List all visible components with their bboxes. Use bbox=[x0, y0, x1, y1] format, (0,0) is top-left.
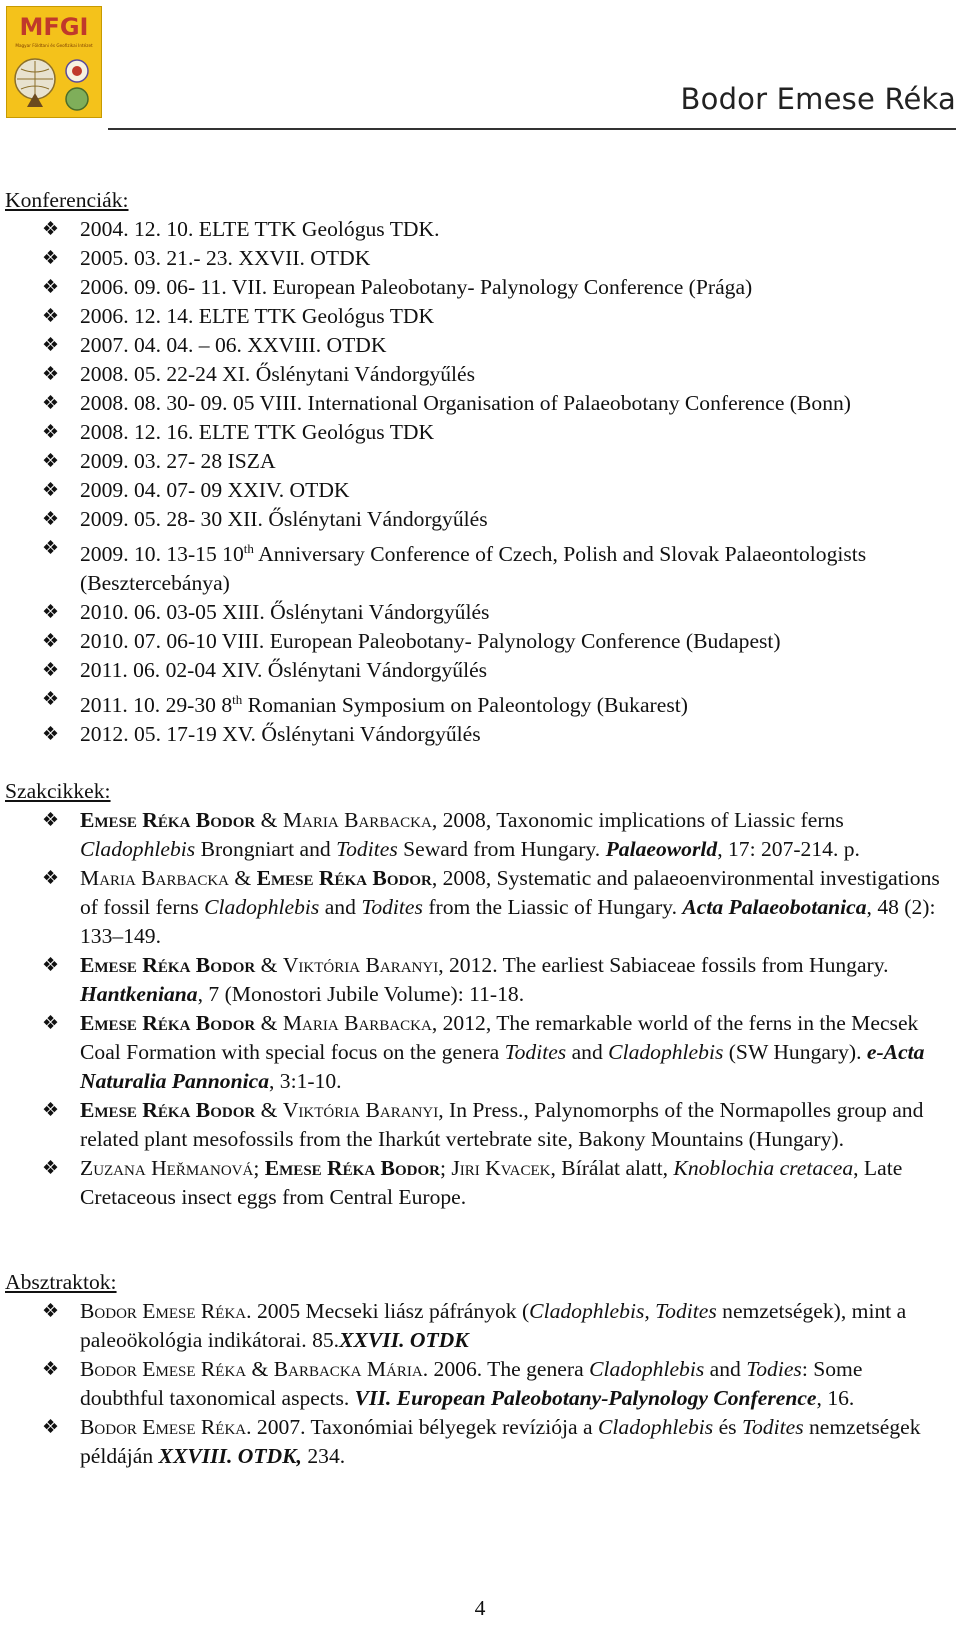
abstract-text: 2007. Taxonómiai bélyegek revíziója a bbox=[251, 1415, 599, 1440]
genus-name: Cladophlebis bbox=[589, 1357, 705, 1382]
abstract-item bbox=[5, 1297, 945, 1355]
conference-item bbox=[5, 331, 945, 360]
journal-name: VII. European Paleobotany-Palynology Conference bbox=[354, 1386, 817, 1411]
bullet-icon: ❖ bbox=[42, 631, 60, 653]
abstract-text: nemzetségek), mint a paleoökológia indikátorai. bbox=[80, 1299, 907, 1353]
paper-item bbox=[5, 806, 945, 864]
author-name: Emese Réka Bodor bbox=[80, 953, 256, 978]
genus-name: Todites bbox=[361, 895, 423, 920]
bullet-icon: ❖ bbox=[42, 248, 60, 269]
journal-name: Palaeoworld bbox=[605, 837, 718, 862]
separator: ; bbox=[253, 1156, 265, 1181]
bullet-icon: ❖ bbox=[42, 660, 60, 682]
bullet-icon: ❖ bbox=[42, 480, 60, 501]
conference-text: 2010. 07. 06-10 VIII. European Paleobotany- Palynology Conference (Budapest) bbox=[80, 629, 781, 654]
paper-item bbox=[5, 1096, 945, 1154]
journal-name: XXVIII. OTDK, bbox=[158, 1444, 302, 1469]
section-title-abstracts: Absztraktok: bbox=[5, 1270, 117, 1295]
conference-item bbox=[5, 476, 945, 505]
paper-text: , 48 (2): 133–149. bbox=[80, 895, 936, 949]
conference-text: 2012. 05. 17-19 XV. Őslénytani Vándorgyűlés bbox=[80, 722, 481, 747]
conference-item bbox=[5, 418, 945, 447]
conference-text: 2006. 12. 14. ELTE TTK Geológus TDK bbox=[80, 304, 435, 328]
abstract-text: nemzetségek példáján bbox=[80, 1415, 921, 1469]
bullet-icon: ❖ bbox=[42, 1013, 60, 1035]
conference-text: 2006. 09. 06- 11. VII. European Paleobotany- Palynology Conference (Prága) bbox=[80, 275, 753, 299]
genus-name: Todies bbox=[746, 1357, 802, 1382]
bullet-icon: ❖ bbox=[42, 306, 60, 327]
paper-text: , Bírálat alatt, bbox=[550, 1156, 674, 1181]
genus-name: Cladophlebis bbox=[80, 837, 196, 862]
paper-text: , 2008, Taxonomic implications of Liassic ferns bbox=[431, 808, 844, 833]
paper-text: Brongniart and bbox=[195, 837, 337, 862]
paper-text: and bbox=[566, 1040, 609, 1065]
abstract-text: . 2006. The genera bbox=[422, 1357, 590, 1382]
author-name: Emese Réka Bodor bbox=[80, 808, 256, 833]
separator: & bbox=[255, 953, 283, 978]
separator: & bbox=[255, 808, 283, 833]
header-divider bbox=[108, 128, 956, 130]
paper-text: , 2012. The earliest Sabiaceae fossils from Hungary. bbox=[438, 953, 889, 978]
paper-text: , 3:1-10. bbox=[269, 1069, 342, 1094]
bullet-icon: ❖ bbox=[42, 1359, 60, 1381]
separator: & bbox=[229, 866, 257, 891]
journal-name: XXVII. OTDK bbox=[339, 1328, 469, 1353]
conference-text: 2009. 03. 27- 28 ISZA bbox=[80, 449, 276, 473]
bullet-icon: ❖ bbox=[42, 1301, 60, 1323]
paper-text: , In Press., Palynomorphs of the Normapolles group and related plant mesofossils from the Iharkút vertebrate site, Bakony Mountains (Hungary). bbox=[80, 1098, 924, 1152]
bullet-icon: ❖ bbox=[42, 422, 60, 443]
bullet-icon: ❖ bbox=[42, 219, 60, 240]
bullet-icon: ❖ bbox=[42, 810, 60, 832]
page-number: 4 bbox=[474, 1596, 486, 1620]
paper-text: , 2008, Systematic and palaeoenvironmental investigations of fossil ferns bbox=[80, 866, 940, 920]
conference-item bbox=[5, 685, 945, 720]
bullet-icon: ❖ bbox=[42, 451, 60, 472]
author-name: Bodor Emese Réka. bbox=[80, 1415, 252, 1440]
genus-name: Cladophlebis bbox=[598, 1415, 714, 1440]
bullet-icon: ❖ bbox=[42, 335, 60, 356]
conference-text: 2009. 04. 07- 09 XXIV. OTDK bbox=[80, 478, 350, 502]
paper-list bbox=[5, 806, 945, 1212]
bullet-icon: ❖ bbox=[42, 538, 60, 559]
conference-text: 2009. 05. 28- 30 XII. Őslénytani Vándorgyűlés bbox=[80, 507, 488, 531]
conference-item bbox=[5, 598, 945, 627]
paper-text: and bbox=[319, 895, 362, 920]
paper-item bbox=[5, 1154, 945, 1212]
section-title-conferences: Konferenciák: bbox=[5, 188, 129, 212]
conference-text: 2007. 04. 04. – 06. XXVIII. OTDK bbox=[80, 333, 387, 357]
paper-text: , Late Cretaceous insect eggs from Central Europe. bbox=[80, 1156, 903, 1210]
abstract-text: 234. bbox=[301, 1444, 346, 1469]
abstract-text: . 2005 Mecseki liász páfrányok ( bbox=[246, 1299, 530, 1324]
conference-text: 2005. 03. 21.- 23. XXVII. OTDK bbox=[80, 246, 371, 270]
paper-item bbox=[5, 951, 945, 1009]
bullet-icon: ❖ bbox=[42, 1158, 60, 1180]
bullet-icon: ❖ bbox=[42, 955, 60, 977]
separator: & bbox=[246, 1357, 274, 1382]
conference-item bbox=[5, 273, 945, 302]
ordinal-suffix: th bbox=[243, 541, 254, 556]
separator: ; bbox=[439, 1156, 452, 1181]
section-title-papers: Szakcikkek: bbox=[5, 779, 111, 804]
author-name: Maria Barbacka bbox=[80, 866, 230, 891]
genus-name: Todites bbox=[504, 1040, 567, 1065]
author-name: Emese Réka Bodor bbox=[80, 1098, 256, 1123]
bullet-icon: ❖ bbox=[42, 602, 60, 624]
logo-text: MFGI bbox=[19, 13, 89, 41]
paper-text: , 17: 207-214. p. bbox=[717, 837, 860, 862]
author-name: Maria Barbacka bbox=[282, 808, 432, 833]
header-author-name: Bodor Emese Réka bbox=[680, 82, 956, 116]
abstract-item bbox=[5, 1413, 945, 1471]
conference-item bbox=[5, 656, 945, 685]
separator: & bbox=[255, 1011, 283, 1036]
ordinal-suffix: th bbox=[232, 692, 243, 708]
author-name: Emese Réka Bodor bbox=[264, 1156, 440, 1181]
bullet-icon: ❖ bbox=[42, 509, 60, 530]
abstract-list bbox=[5, 1297, 945, 1471]
paper-text: (SW Hungary). bbox=[723, 1040, 867, 1065]
author-name: Jiri Kvacek bbox=[451, 1156, 551, 1181]
author-name: Emese Réka Bodor bbox=[256, 866, 432, 891]
genus-name: Cladophlebis, Todites bbox=[529, 1299, 717, 1324]
genus-name: Todites bbox=[336, 837, 398, 862]
genus-name: Knoblochia cretacea bbox=[673, 1156, 854, 1181]
conference-text: 2011. 10. 29-30 8 bbox=[80, 693, 233, 718]
abstract-text: , 16. bbox=[816, 1386, 855, 1411]
abstract-item bbox=[5, 1355, 945, 1413]
journal-name: Hantkeniana bbox=[80, 982, 198, 1007]
journal-name: e-Acta Naturalia Pannonica bbox=[80, 1040, 925, 1094]
conference-text: 2004. 12. 10. ELTE TTK Geológus TDK. bbox=[80, 217, 440, 241]
conference-item bbox=[5, 215, 945, 244]
conference-item bbox=[5, 720, 945, 749]
bullet-icon: ❖ bbox=[42, 277, 60, 298]
conference-list bbox=[5, 215, 945, 749]
bullet-icon: ❖ bbox=[42, 364, 60, 385]
paper-text: Seward from Hungary. bbox=[397, 837, 606, 862]
conference-text: 2008. 08. 30- 09. 05 VIII. International Organisation of Palaeobotany Conference (Bonn) bbox=[80, 391, 851, 415]
author-name: Viktória Baranyi bbox=[282, 953, 439, 978]
bullet-icon: ❖ bbox=[42, 689, 60, 711]
paper-text: from the Liassic of Hungary. bbox=[422, 895, 683, 920]
cv-content bbox=[5, 186, 945, 1471]
conference-text: 2008. 05. 22-24 XI. Őslénytani Vándorgyűlés bbox=[80, 362, 476, 386]
conference-text: 2008. 12. 16. ELTE TTK Geológus TDK bbox=[80, 420, 435, 444]
conference-text: Anniversary Conference of Czech, Polish and Slovak Palaeontologists (Besztercebánya) bbox=[80, 542, 867, 596]
conference-text: Romanian Symposium on Paleontology (Bukarest) bbox=[242, 693, 688, 718]
paper-item bbox=[5, 1009, 945, 1096]
author-name: Bodor Emese Réka bbox=[80, 1357, 247, 1382]
author-name: Barbacka Mária bbox=[273, 1357, 423, 1382]
author-name: Emese Réka Bodor bbox=[80, 1011, 256, 1036]
genus-name: Cladophlebis bbox=[608, 1040, 724, 1065]
logo-subtext: Magyar Földtani és Geofizikai Intézet bbox=[15, 43, 93, 48]
bullet-icon: ❖ bbox=[42, 393, 60, 414]
bullet-icon: ❖ bbox=[42, 724, 60, 746]
paper-text: , 7 (Monostori Jubile Volume): 11-18. bbox=[197, 982, 525, 1007]
paper-text: , 2012, The remarkable world of the ferns in the Mecsek Coal Formation with special focus on the genera bbox=[80, 1011, 919, 1065]
abstract-text: : Some doubthful taxonomical aspects. bbox=[80, 1357, 863, 1411]
bullet-icon: ❖ bbox=[42, 1100, 60, 1122]
mfgi-logo bbox=[6, 6, 102, 118]
paper-item bbox=[5, 864, 945, 951]
journal-name: Acta Palaeobotanica bbox=[682, 895, 867, 920]
conference-item bbox=[5, 244, 945, 273]
genus-name: Cladophlebis bbox=[204, 895, 320, 920]
conference-item bbox=[5, 534, 945, 598]
conference-text: 2010. 06. 03-05 XIII. Őslénytani Vándorgyűlés bbox=[80, 600, 490, 625]
author-name: Viktória Baranyi bbox=[282, 1098, 439, 1123]
conference-item bbox=[5, 360, 945, 389]
bullet-icon: ❖ bbox=[42, 1417, 60, 1439]
conference-item bbox=[5, 627, 945, 656]
conference-item bbox=[5, 302, 945, 331]
bullet-icon: ❖ bbox=[42, 868, 60, 890]
abstract-text: 85. bbox=[312, 1328, 340, 1353]
separator: & bbox=[255, 1098, 283, 1123]
author-name: Bodor Emese Réka bbox=[80, 1299, 247, 1324]
conference-item bbox=[5, 447, 945, 476]
abstract-text: és bbox=[713, 1415, 742, 1440]
author-name: Maria Barbacka bbox=[282, 1011, 432, 1036]
conference-item bbox=[5, 505, 945, 534]
conference-item bbox=[5, 389, 945, 418]
abstract-text: and bbox=[704, 1357, 747, 1382]
genus-name: Todites bbox=[741, 1415, 804, 1440]
conference-text: 2011. 06. 02-04 XIV. Őslénytani Vándorgyűlés bbox=[80, 658, 488, 683]
author-name: Zuzana Heřmanová bbox=[80, 1156, 254, 1181]
conference-text: 2009. 10. 13-15 10 bbox=[80, 542, 244, 567]
